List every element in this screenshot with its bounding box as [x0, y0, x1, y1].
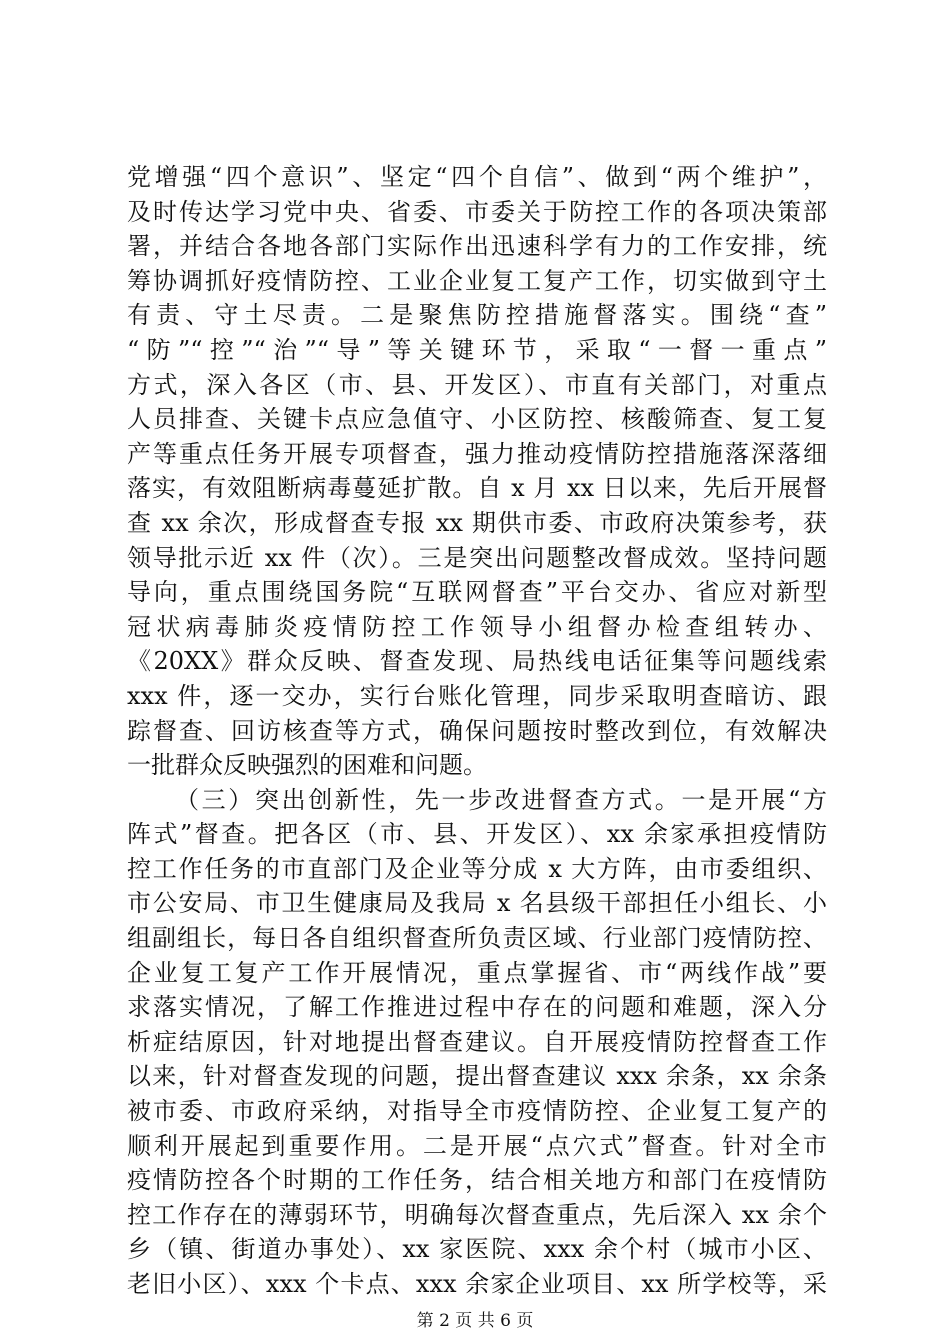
text-line-4: 筹协调抓好疫情防控、工业企业复工复产工作，切实做到守土 — [127, 266, 827, 295]
text-line-3: 署，并结合各地各部门实际作出迅速科学有力的工作安排，统 — [127, 232, 827, 261]
text-line-24: 企业复工复产工作开展情况，重点掌握省、市“两线作战”要 — [127, 958, 827, 987]
text-line-7: 方式，深入各区（市、县、开发区）、市直有关部门，对重点 — [127, 370, 827, 399]
text-line-2: 及时传达学习党中央、省委、市委关于防控工作的各项决策部 — [127, 197, 827, 226]
text-line-32: 乡（镇、街道办事处）、xx 家医院、xxx 余个村（城市小区、 — [127, 1235, 827, 1264]
text-line-1: 党增强“四个意识”、坚定“四个自信”、做到“两个维护”， — [127, 163, 827, 191]
document-body — [127, 160, 827, 1302]
text-line-23: 组副组长，每日各自组织督查所负责区域、行业部门疫情防控、 — [127, 924, 827, 953]
page-footer — [0, 1306, 950, 1331]
text-line-28: 被市委、市政府采纳，对指导全市疫情防控、企业复工复产的 — [127, 1097, 827, 1126]
text-line-11: 查 xx 余次，形成督查专报 xx 期供市委、市政府决策参考，获 — [127, 508, 827, 537]
text-line-8: 人员排查、关键卡点应急值守、小区防控、核酸筛查、复工复 — [127, 405, 827, 434]
text-line-20: 阵式”督查。把各区（市、县、开发区）、xx 余家承担疫情防 — [127, 820, 827, 849]
text-line-33: 老旧小区）、xxx 个卡点、xxx 余家企业项目、xx 所学校等，采 — [127, 1270, 827, 1298]
text-line-18: 一批群众反映强烈的困难和问题。 — [127, 751, 487, 780]
text-line-31: 控工作存在的薄弱环节，明确每次督查重点，先后深入 xx 余个 — [127, 1200, 827, 1229]
text-line-29: 顺利开展起到重要作用。二是开展“点穴式”督查。针对全市 — [127, 1131, 827, 1160]
page-number-label: 第 2 页 共 6 页 — [416, 1311, 534, 1331]
text-line-13: 导向，重点围绕国务院“互联网督查”平台交办、省应对新型 — [127, 578, 827, 607]
text-line-10: 落实，有效阻断病毒蔓延扩散。自 x 月 xx 日以来，先后开展督 — [127, 474, 827, 503]
text-line-26: 析症结原因，针对地提出督查建议。自开展疫情防控督查工作 — [127, 1027, 827, 1056]
text-line-12: 领导批示近 xx 件（次）。三是突出问题整改督成效。坚持问题 — [127, 543, 827, 572]
text-line-16: xxx 件，逐一交办，实行台账化管理，同步采取明查暗访、跟 — [127, 681, 827, 710]
text-line-25: 求落实情况，了解工作推进过程中存在的问题和难题，深入分 — [127, 993, 827, 1022]
text-line-6: “防”“控”“治”“导”等关键环节，采取“一督一重点” — [127, 335, 827, 364]
text-line-15: 《20XX》群众反映、督查发现、局热线电话征集等问题线索 — [127, 647, 827, 676]
text-line-30: 疫情防控各个时期的工作任务，结合相关地方和部门在疫情防 — [127, 1166, 827, 1195]
text-line-5: 有责、守土尽责。二是聚焦防控措施督落实。围绕“查” — [127, 301, 827, 330]
text-line-21: 控工作任务的市直部门及企业等分成 x 大方阵，由市委组织、 — [127, 854, 827, 883]
text-line-19: （三）突出创新性，先一步改进督查方式。一是开展“方 — [175, 785, 827, 814]
text-line-14: 冠状病毒肺炎疫情防控工作领导小组督办检查组转办、 — [127, 612, 827, 641]
text-line-27: 以来，针对督查发现的问题，提出督查建议 xxx 余条，xx 余条 — [127, 1062, 827, 1091]
text-line-9: 产等重点任务开展专项督查，强力推动疫情防控措施落深落细 — [127, 439, 827, 468]
text-line-22: 市公安局、市卫生健康局及我局 x 名县级干部担任小组长、小 — [127, 889, 827, 918]
text-line-17: 踪督查、回访核查等方式，确保问题按时整改到位，有效解决 — [127, 716, 827, 745]
